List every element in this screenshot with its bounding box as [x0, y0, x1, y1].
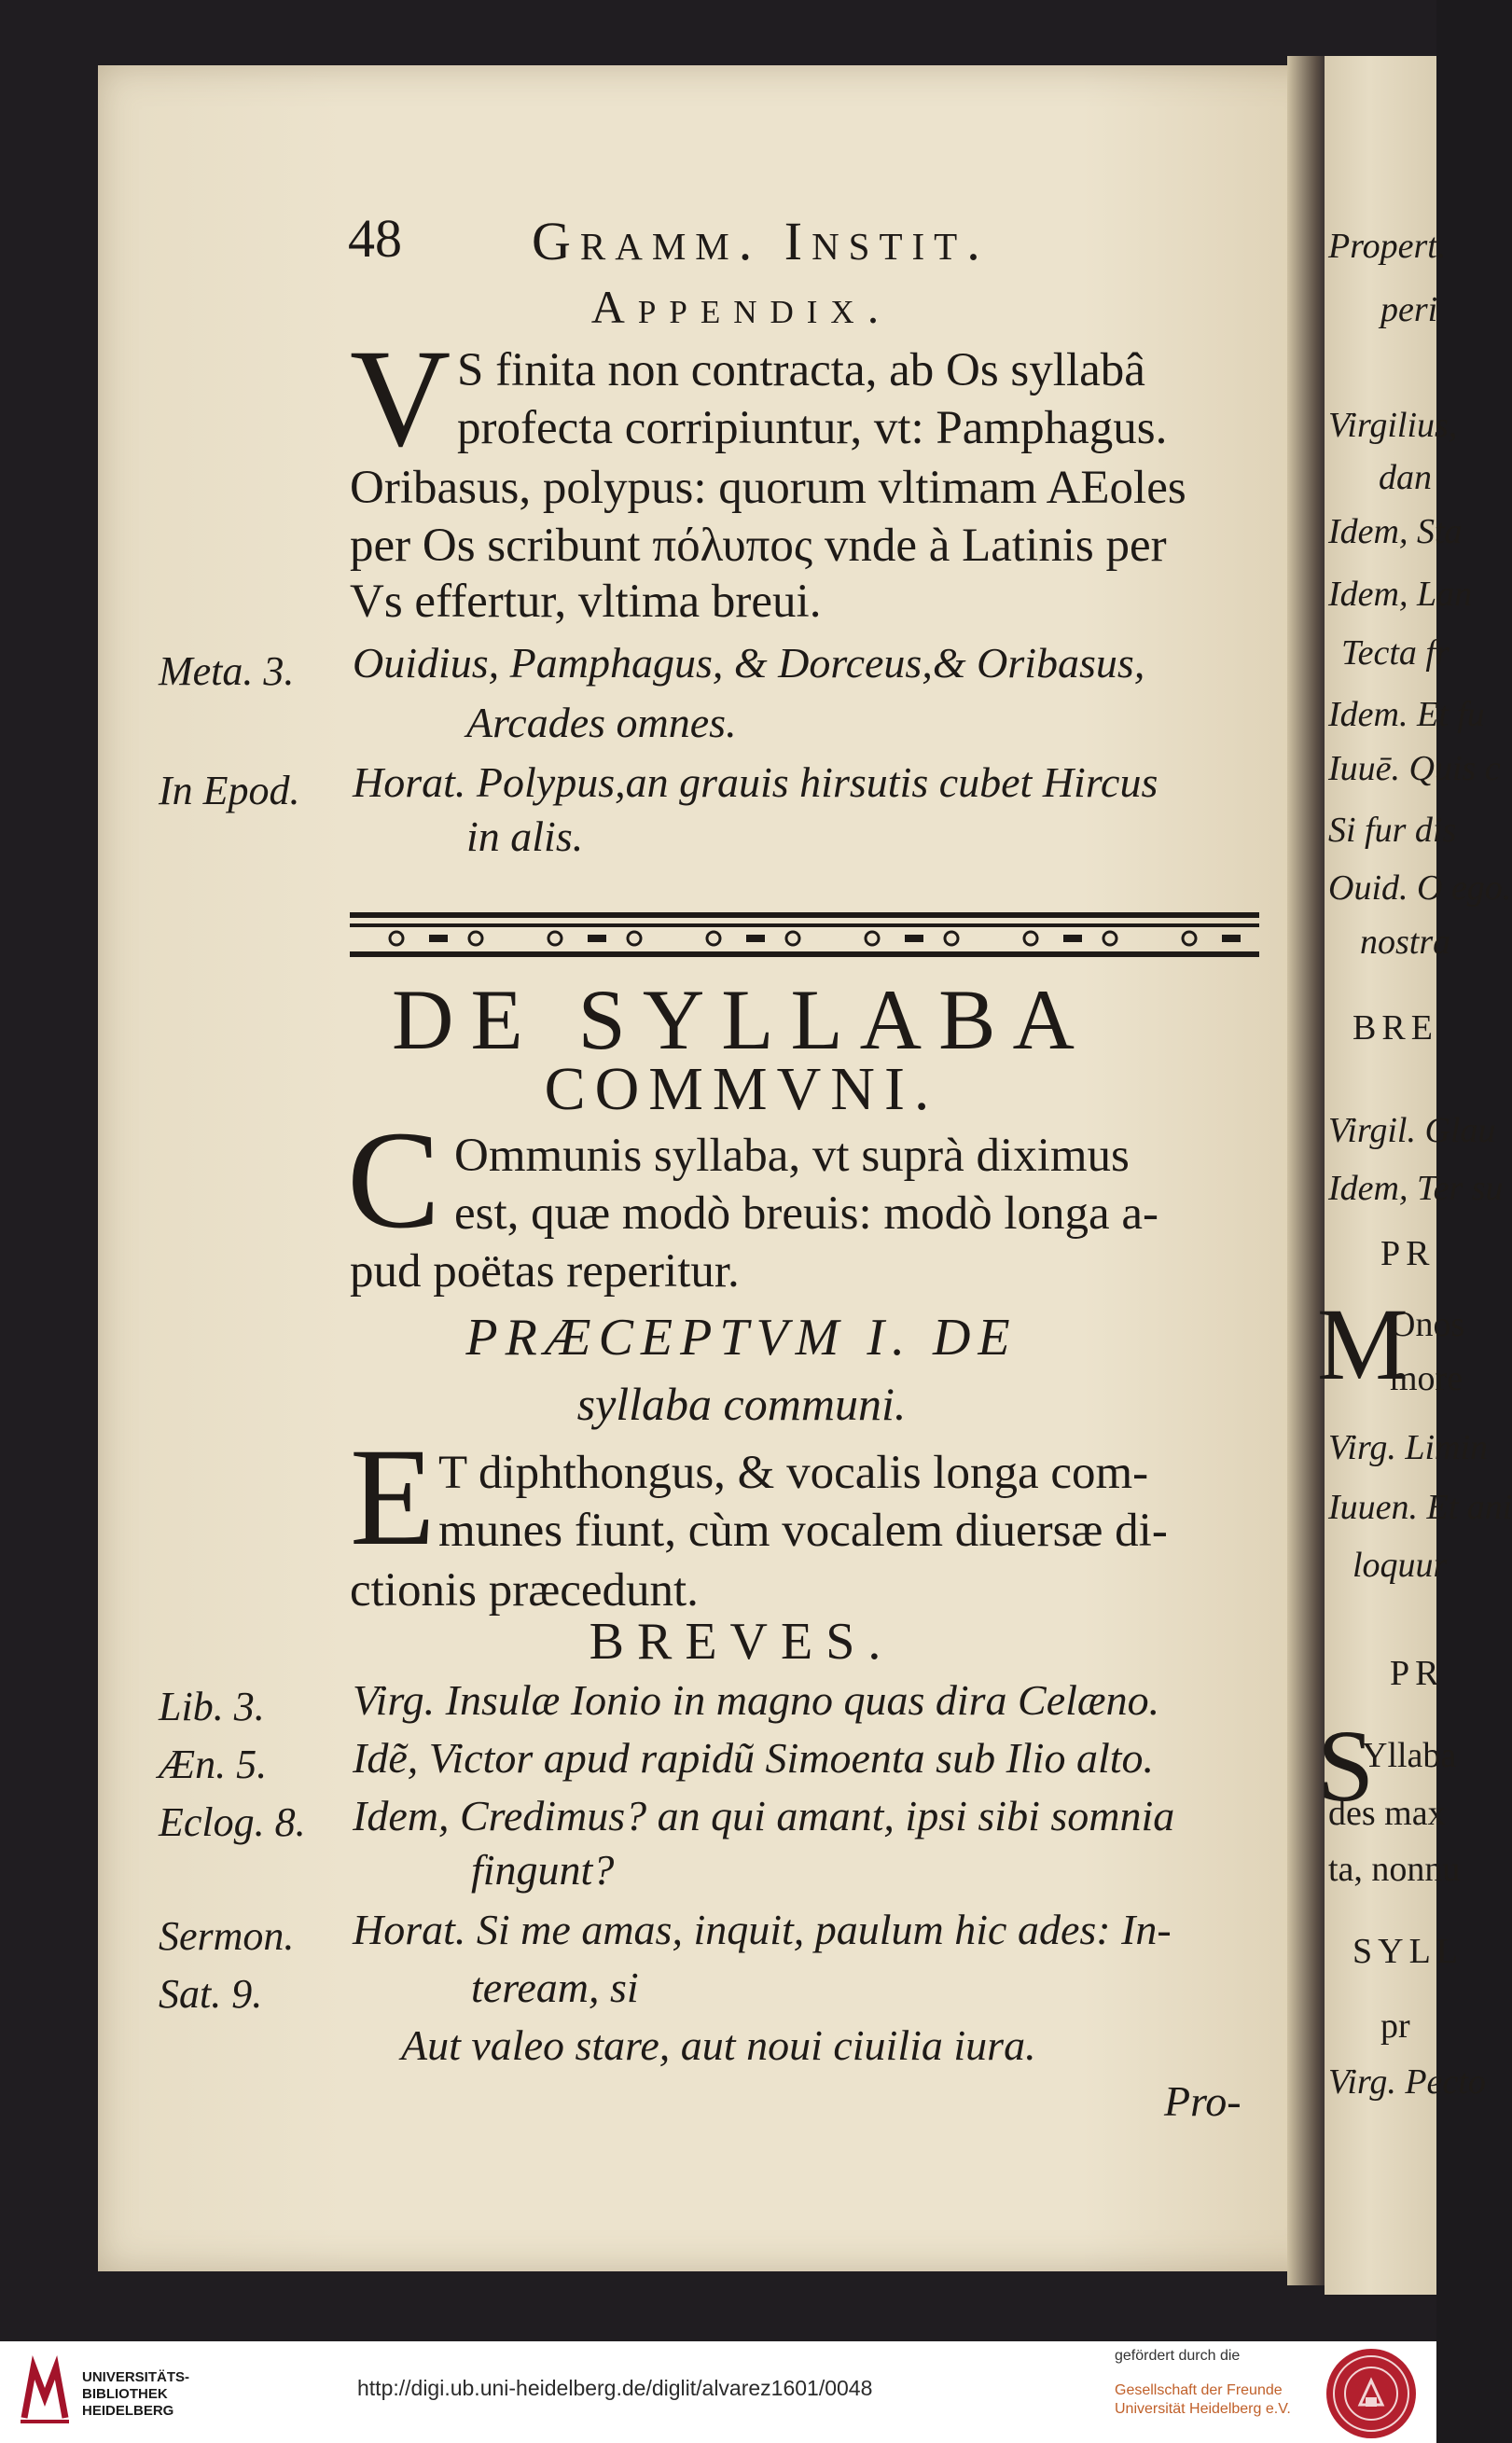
facing-fragment: ta, nonnu: [1328, 1850, 1461, 1889]
facing-fragment: Virgil. Glau: [1328, 1111, 1496, 1150]
facing-fragment: Idem, Lan: [1328, 575, 1473, 614]
facing-fragment: Virgilius,: [1328, 406, 1458, 445]
facing-fragment: Si fur dis: [1328, 811, 1457, 850]
book-gutter: [1287, 56, 1329, 2285]
quote-line: in alis.: [466, 812, 584, 860]
facing-fragment: BRE: [1352, 1008, 1438, 1048]
breves-heading: BREVES.: [589, 1613, 895, 1671]
facing-fragment: Iuuē. Quis c: [1328, 749, 1501, 788]
quote-line: Horat. Si me amas, inquit, paulum hic ades: In-: [353, 1906, 1172, 1953]
margin-reference: Sat. 9.: [159, 1971, 263, 2017]
text-line: pud poëtas reperitur.: [350, 1245, 740, 1298]
facing-fragment: Idem, Sta: [1328, 512, 1463, 551]
quote-line: teream, si: [471, 1964, 639, 2011]
facing-fragment: Propert.: [1328, 227, 1447, 266]
drop-capital: V: [350, 321, 451, 476]
facing-fragment: more: [1390, 1359, 1463, 1398]
margin-reference: Meta. 3.: [159, 648, 295, 694]
facing-fragment: Idem, Ter su: [1328, 1169, 1504, 1208]
facing-fragment: S: [1317, 1709, 1375, 1823]
quote-line: Ouidius, Pamphagus, & Dorceus,& Oribasus,: [353, 639, 1145, 687]
facing-fragment: SYLL: [1352, 1932, 1463, 1971]
quote-line: fingunt?: [471, 1846, 615, 1894]
facing-fragment: Virg. Pecto: [1328, 2062, 1486, 2102]
quote-line: Virg. Insulæ Ionio in magno quas dira Celæno.: [353, 1676, 1160, 1724]
quote-line: Arcades omnes.: [466, 699, 737, 746]
section-subtitle: COMMVNI.: [544, 1055, 939, 1123]
quote-line: Idem, Credimus? an qui amant, ipsi sibi somnia: [353, 1792, 1175, 1839]
precept-subheading: syllaba communi.: [576, 1378, 907, 1430]
facing-fragment: pr: [1380, 2006, 1410, 2046]
text-line: munes fiunt, cùm vocalem diuersæ di-: [438, 1505, 1168, 1557]
university-seal-icon: [1325, 2347, 1418, 2440]
library-logo-icon: [17, 2360, 73, 2425]
text-line: profecta corripiuntur, vt: Pamphagus.: [457, 402, 1168, 454]
text-line: ctionis præcedunt.: [350, 1564, 699, 1617]
text-line: S finita non contracta, ab Os syllabâ: [457, 344, 1145, 396]
text-line: Vs effertur, vltima breui.: [350, 576, 822, 628]
text-line: Ommunis syllaba, vt suprà diximus: [454, 1130, 1130, 1182]
margin-reference: Eclog. 8.: [159, 1799, 306, 1845]
facing-fragment: Ouid. O ego.: [1328, 868, 1512, 908]
facing-fragment: Idem. Et fu: [1328, 695, 1485, 734]
facing-fragment: Onos: [1390, 1305, 1465, 1344]
facing-fragment: Virg. Limin: [1328, 1428, 1489, 1467]
facing-fragment: nostra: [1360, 923, 1451, 962]
library-name: UNIVERSITÄTS- BIBLIOTHEK HEIDELBERG: [82, 2369, 190, 2419]
facing-fragment: dan: [1379, 458, 1432, 497]
margin-reference: Lib. 3.: [159, 1684, 265, 1729]
drop-capital: E: [350, 1420, 436, 1575]
facing-page-edge: [1317, 56, 1512, 2295]
quote-line: Aut valeo stare, aut noui ciuilia iura.: [401, 2021, 1036, 2069]
text-line: Oribasus, polypus: quorum vltimam AEoles: [350, 462, 1186, 514]
margin-reference: Æn. 5.: [159, 1742, 268, 1787]
precept-heading: PRÆCEPTVM I. DE: [465, 1309, 1018, 1367]
sponsor-intro: gefördert durch die: [1115, 2348, 1241, 2364]
facing-fragment: loquur: [1352, 1546, 1448, 1585]
facing-fragment: M: [1317, 1287, 1408, 1401]
text-line: T diphthongus, & vocalis longa com-: [438, 1447, 1149, 1499]
facing-fragment: Yllaba: [1362, 1736, 1457, 1775]
catchword: Pro-: [1164, 2077, 1242, 2125]
facing-fragment: PR: [1380, 1234, 1436, 1273]
facing-fragment: PR: [1390, 1654, 1445, 1693]
facing-fragment: peri: [1380, 290, 1438, 329]
appendix-heading: Appendix.: [590, 281, 893, 333]
margin-reference: In Epod.: [159, 768, 300, 813]
sponsor-name[interactable]: Gesellschaft der Freunde Universität Heidelberg e.V.: [1115, 2382, 1291, 2417]
facing-fragment: Tecta fr: [1341, 633, 1450, 673]
text-line: est, quæ modò breuis: modò longa a-: [454, 1187, 1158, 1240]
text-line: per Os scribunt πόλυπος vnde à Latinis per: [350, 520, 1167, 572]
facing-fragment: Iuuen. Et ani: [1328, 1488, 1512, 1527]
margin-reference: Sermon.: [159, 1913, 295, 1959]
facing-fragment: des max: [1328, 1794, 1446, 1833]
quote-line: Idẽ, Victor apud rapidũ Simoenta sub Ilio alto.: [353, 1734, 1155, 1782]
drop-capital: C: [347, 1103, 441, 1257]
section-title: DE SYLLABA: [392, 972, 1091, 1067]
permalink[interactable]: http://digi.ub.uni-heidelberg.de/diglit/alvarez1601/0048: [357, 2376, 873, 2400]
page-number: 48: [348, 208, 402, 269]
running-title: Gramm. Instit.: [532, 211, 990, 271]
ornamental-rule: [350, 910, 1259, 959]
quote-line: Horat. Polypus,an grauis hirsutis cubet Hircus: [353, 758, 1158, 806]
